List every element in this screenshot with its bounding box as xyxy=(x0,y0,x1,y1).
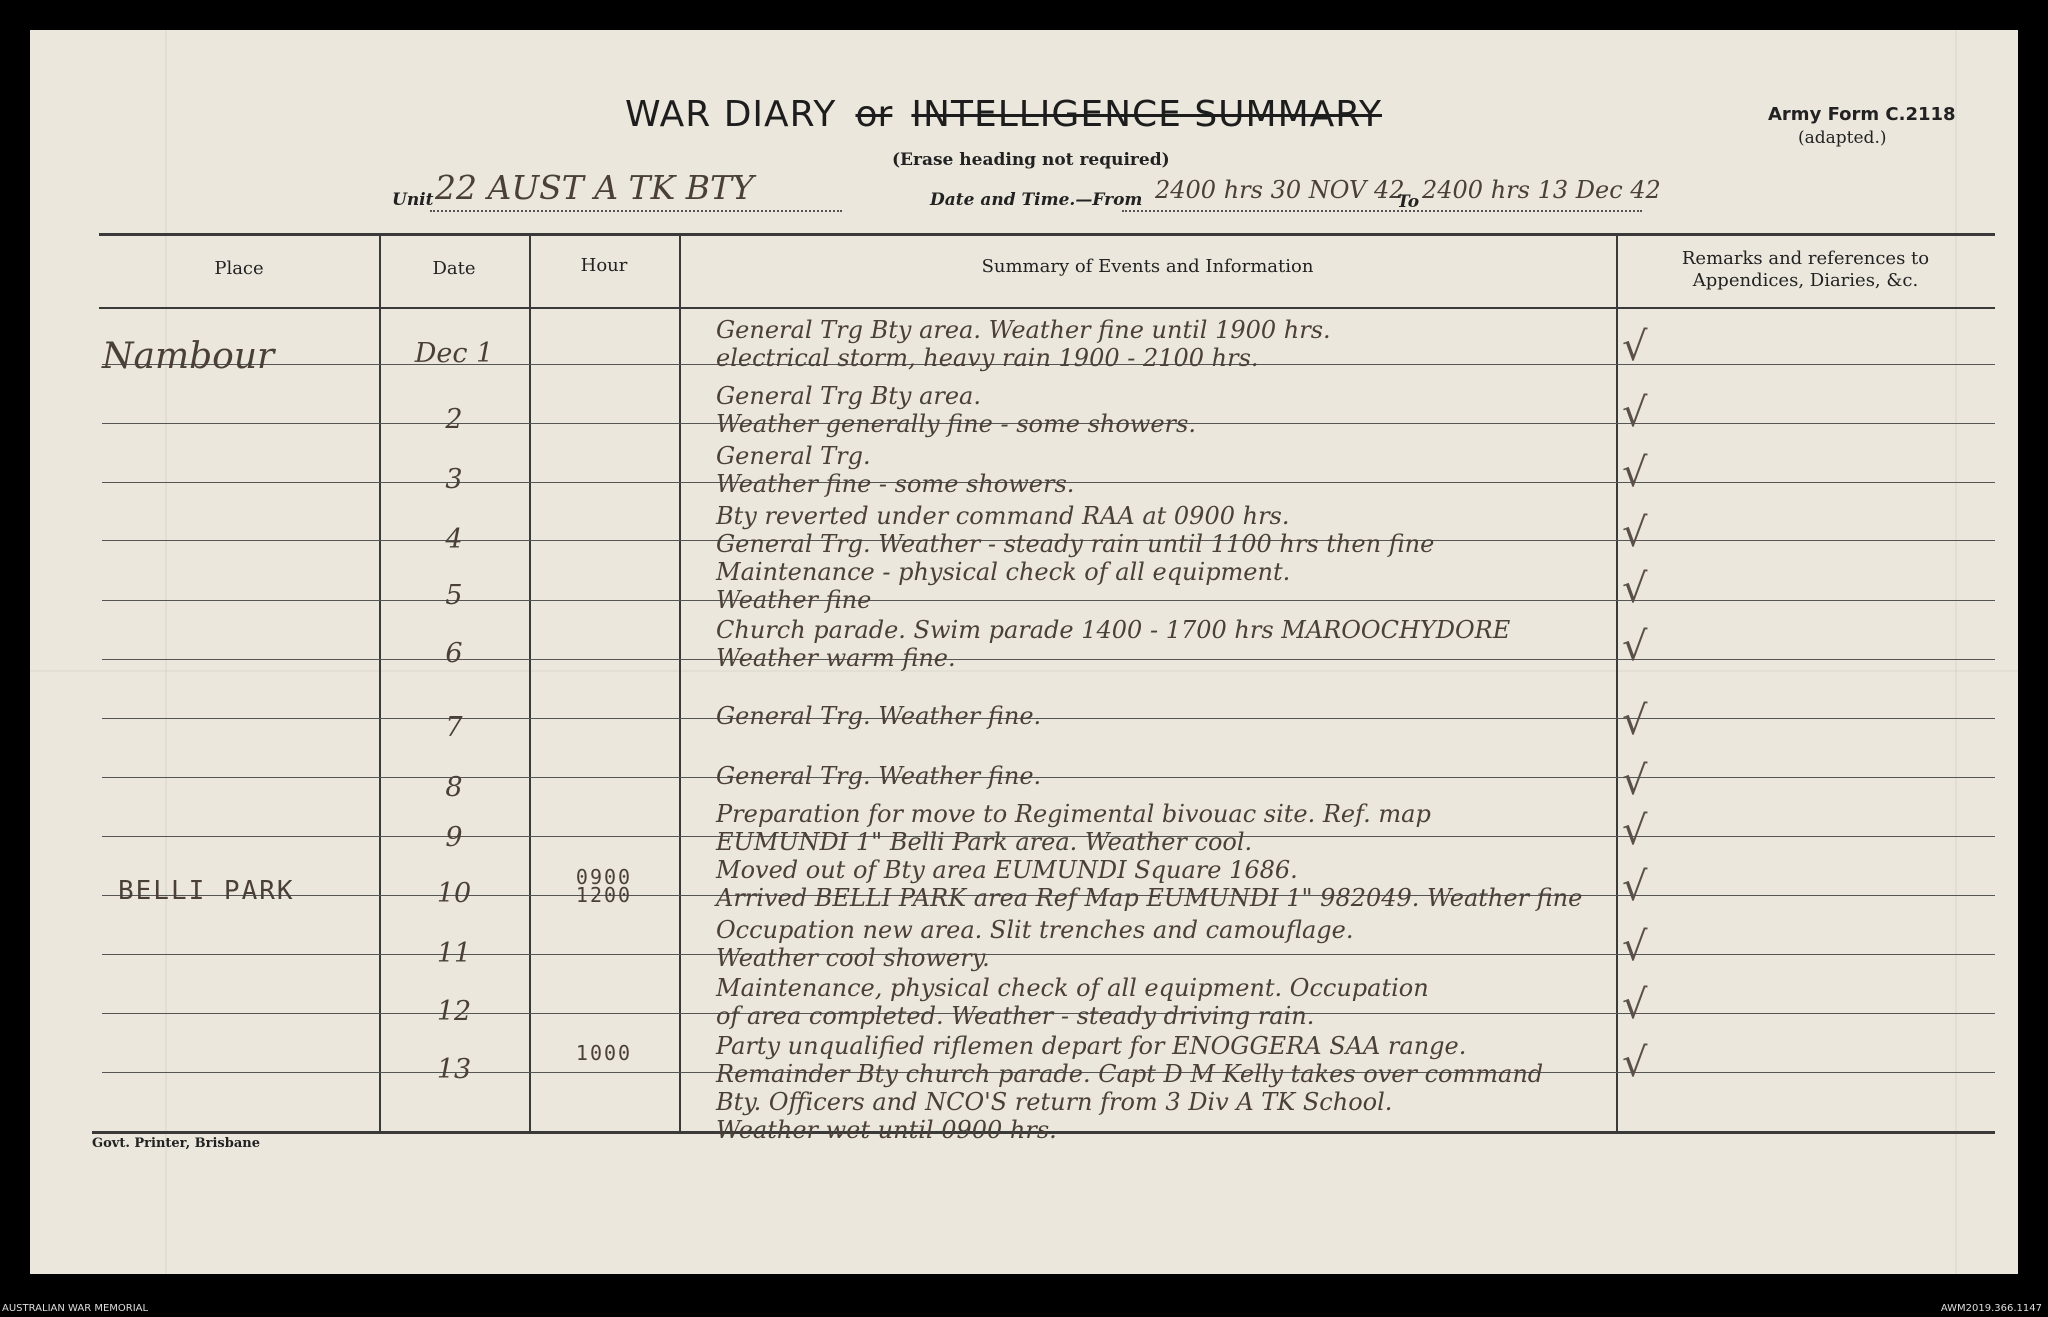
date-time-label: Date and Time.—From xyxy=(930,190,1143,210)
column-divider xyxy=(1616,233,1618,1131)
column-divider xyxy=(529,233,531,1131)
column-header-remarks xyxy=(1616,248,1995,292)
initials-check-mark: √ xyxy=(1622,624,1648,670)
unit-underline xyxy=(430,210,842,212)
unit-value: 22 AUST A TK BTY xyxy=(435,168,754,207)
initials-check-mark: √ xyxy=(1622,1040,1648,1086)
entry-summary-line: Weather cool showery. xyxy=(716,944,990,972)
entry-place: Nambour xyxy=(102,336,275,377)
entry-summary-line: General Trg Bty area. Weather fine until 1900 hrs. xyxy=(716,316,1331,344)
unit-label: Unit xyxy=(392,190,434,210)
entry-place: BELLI PARK xyxy=(118,876,295,906)
remarks-header-line-1: Remarks and references to xyxy=(1681,248,1930,269)
entry-hour: 1000 xyxy=(575,1041,633,1065)
entry-summary-line: Weather wet until 0900 hrs. xyxy=(716,1116,1057,1144)
entry-summary-line: General Trg. Weather fine. xyxy=(716,762,1042,790)
entry-date: 8 xyxy=(445,772,463,803)
entry-summary-line: Church parade. Swim parade 1400 - 1700 hrs MAROOCHYDORE xyxy=(716,616,1511,644)
title-war-diary: WAR DIARY xyxy=(625,94,837,135)
entry-summary-line: Weather fine xyxy=(716,586,872,614)
entry-summary-line: General Trg Bty area. xyxy=(716,382,981,410)
initials-check-mark: √ xyxy=(1622,808,1648,854)
initials-check-mark: √ xyxy=(1622,758,1648,804)
entry-summary-line: of area completed. Weather - steady driving rain. xyxy=(716,1002,1315,1030)
entry-summary-line: General Trg. xyxy=(716,442,871,470)
date-to-label: To xyxy=(1397,192,1420,212)
initials-check-mark: √ xyxy=(1622,390,1648,436)
entry-date: 4 xyxy=(445,524,463,555)
entry-summary-line: Arrived BELLI PARK area Ref Map EUMUNDI 1" 982049. Weather fine xyxy=(716,884,1583,912)
entry-summary-line: Bty. Officers and NCO'S return from 3 Div A TK School. xyxy=(716,1088,1393,1116)
entry-summary-line: electrical storm, heavy rain 1900 - 2100 hrs. xyxy=(716,344,1259,372)
entry-date: 11 xyxy=(436,938,472,969)
column-divider xyxy=(679,233,681,1131)
archive-credit: AUSTRALIAN WAR MEMORIAL xyxy=(2,1303,149,1314)
initials-check-mark: √ xyxy=(1622,864,1648,910)
entry-summary-line: Remainder Bty church parade. Capt D M Kelly takes over command xyxy=(716,1060,1544,1088)
column-header-summary: Summary of Events and Information xyxy=(981,256,1314,277)
entry-date: 2 xyxy=(445,404,463,435)
entry-summary-line: General Trg. Weather fine. xyxy=(716,702,1042,730)
page-title xyxy=(625,94,1382,154)
entry-summary-line: Weather warm fine. xyxy=(716,644,956,672)
entry-date: 9 xyxy=(445,822,463,853)
title-or: or xyxy=(855,94,893,135)
initials-check-mark: √ xyxy=(1622,510,1648,556)
entry-date: 6 xyxy=(445,638,463,669)
war-diary-page xyxy=(30,30,2018,1274)
archive-reference: AWM2019.366.1147 xyxy=(1940,1303,2042,1314)
entry-date: 12 xyxy=(436,996,472,1027)
army-form-label: Army Form C.2118 xyxy=(1768,104,1956,125)
title-struck-intelligence-summary: INTELLIGENCE SUMMARY xyxy=(911,94,1382,135)
entry-summary-line: Preparation for move to Regimental bivouac site. Ref. map xyxy=(716,800,1431,828)
date-from-value: 2400 hrs 30 NOV 42 xyxy=(1155,176,1405,204)
column-header-place: Place xyxy=(214,258,264,279)
initials-check-mark: √ xyxy=(1622,982,1648,1028)
erase-note: (Erase heading not required) xyxy=(892,150,1170,170)
date-underline xyxy=(1122,210,1642,212)
entry-date: Dec 1 xyxy=(414,338,494,369)
table-header-border xyxy=(99,307,1995,309)
paper-crease xyxy=(30,670,2018,672)
entry-date: 5 xyxy=(445,580,463,611)
initials-check-mark: √ xyxy=(1622,698,1648,744)
initials-check-mark: √ xyxy=(1622,566,1648,612)
initials-check-mark: √ xyxy=(1622,924,1648,970)
entry-summary-line: Maintenance - physical check of all equipment. xyxy=(716,558,1291,586)
entry-summary-line: Bty reverted under command RAA at 0900 hrs. xyxy=(716,502,1290,530)
column-header-hour: Hour xyxy=(580,255,628,276)
entry-date: 3 xyxy=(445,464,463,495)
entry-summary-line: EUMUNDI 1" Belli Park area. Weather cool. xyxy=(716,828,1253,856)
entry-summary-line: Party unqualified riflemen depart for ENOGGERA SAA range. xyxy=(716,1032,1467,1060)
date-to-value: 2400 hrs 13 Dec 42 xyxy=(1422,176,1661,204)
entry-summary-line: Weather generally fine - some showers. xyxy=(716,410,1196,438)
entry-date: 13 xyxy=(436,1054,472,1085)
entry-summary-line: Moved out of Bty area EUMUNDI Square 1686. xyxy=(716,856,1298,884)
paper-crease xyxy=(1955,30,1957,1274)
entry-summary-line: Maintenance, physical check of all equipment. Occupation xyxy=(716,974,1429,1002)
entry-summary-line: Weather fine - some showers. xyxy=(716,470,1075,498)
entry-summary-line: General Trg. Weather - steady rain until 1100 hrs then fine xyxy=(716,530,1435,558)
entry-summary-line: Occupation new area. Slit trenches and camouflage. xyxy=(716,916,1354,944)
initials-check-mark: √ xyxy=(1622,324,1648,370)
remarks-header-line-2: Appendices, Diaries, &c. xyxy=(1692,270,1919,291)
army-form-adapted: (adapted.) xyxy=(1798,128,1887,148)
initials-check-mark: √ xyxy=(1622,450,1648,496)
column-header-date: Date xyxy=(432,258,476,279)
table-top-border xyxy=(99,233,1995,236)
entry-date: 7 xyxy=(445,712,463,743)
printer-imprint: Govt. Printer, Brisbane xyxy=(92,1136,260,1151)
entry-date: 10 xyxy=(436,878,472,909)
entry-hour: 0900 1200 xyxy=(575,865,633,907)
paper-crease xyxy=(165,30,167,1274)
